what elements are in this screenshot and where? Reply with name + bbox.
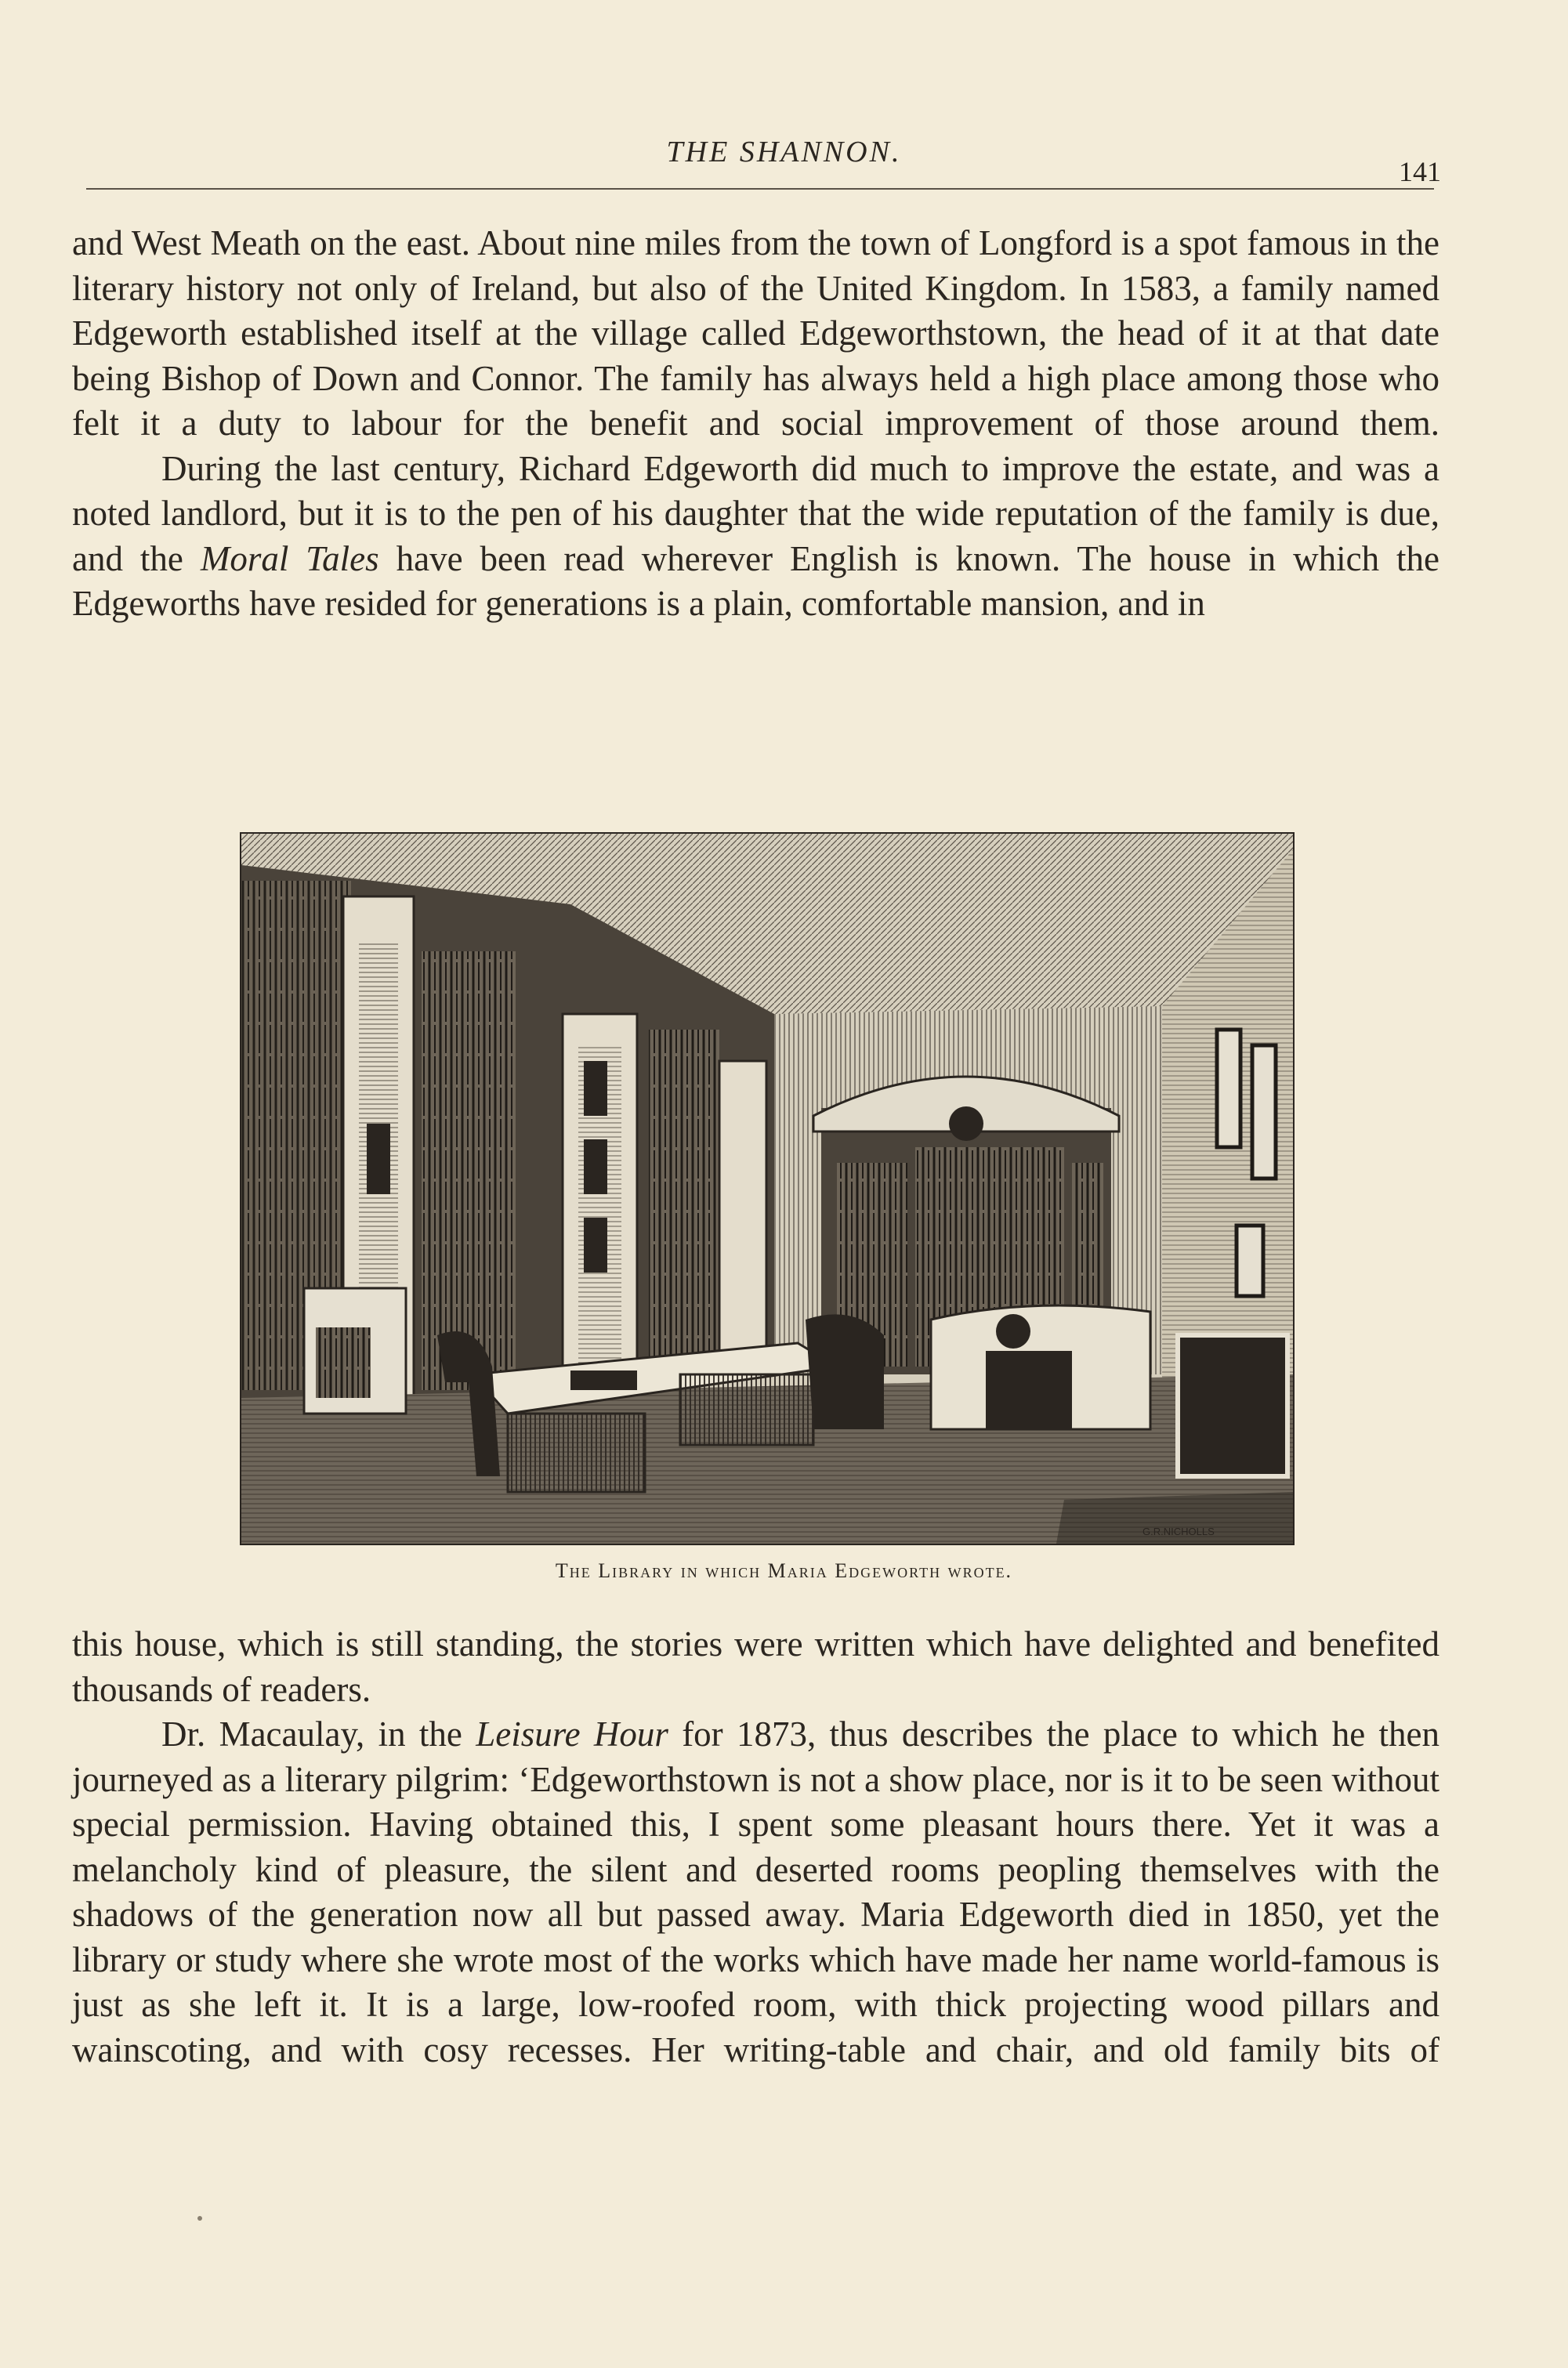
text-block-upper [72,221,1439,627]
paragraph [72,447,1439,627]
header-rule [86,188,1434,190]
periodical-title-italic: Leisure Hour [476,1714,668,1754]
figure-caption: The Library in which Maria Edgeworth wrote. [555,1559,1013,1582]
running-head: THE SHANNON. [666,136,902,168]
paragraph: and West Meath on the east. About nine miles from the town of Longford is a spot famous in the literary history not only of Ireland, but also of the United Kingdom. In 1583, a family named Edgeworth established itself at the village called Edgeworthstown, the head of it at that date being Bishop of Down and Connor. The family has always held a high place among those who felt it a duty to labour for the benefit and social improvement of those around them. [72,223,1439,443]
engraver-signature: G.R.NICHOLLS [1143,1526,1215,1537]
text-run: Dr. Macaulay, in the [161,1714,476,1754]
paragraph [72,1712,1439,2073]
book-title-italic: Moral Tales [200,538,379,578]
ink-speck [197,2216,202,2221]
text-block-lower [72,1622,1439,2073]
text-run: During the last century, Richard Edgeworth did much to improve the estate, and was a noted landlord, but it is to the pen of his daughter that the wide reputation of the family is due, and the [72,448,1439,578]
page-number: 141 [1399,156,1441,187]
text-run: for 1873, thus describes the place to which he then journeyed as a literary pilgrim: ‘Edgeworthstown is not a show place, nor is it to be seen without special permission. Having obtained this, I spent some pleasant hours there. Yet it was a melancholy kind of pleasure, the silent and deserted rooms peopling themselves with the shadows of the generation now all but passed away. Maria Edgeworth died in 1850, yet the library or study where she wrote most of the works which have made her name world-famous is just as she left it. It is a large, low-roofed room, with thick projecting wood pillars and wainscoting, and with cosy recesses. Her writing-table and chair, and old family bits of [72,1714,1439,2069]
engraving-illustration [240,832,1295,1545]
paragraph: this house, which is still standing, the stories were written which have delighted and benefited thousands of readers. [72,1624,1439,1709]
text-run: have been read wherever English is known. The house in which the Edgeworths have resided for generations is a plain, comfortable mansion, and in [72,538,1439,623]
